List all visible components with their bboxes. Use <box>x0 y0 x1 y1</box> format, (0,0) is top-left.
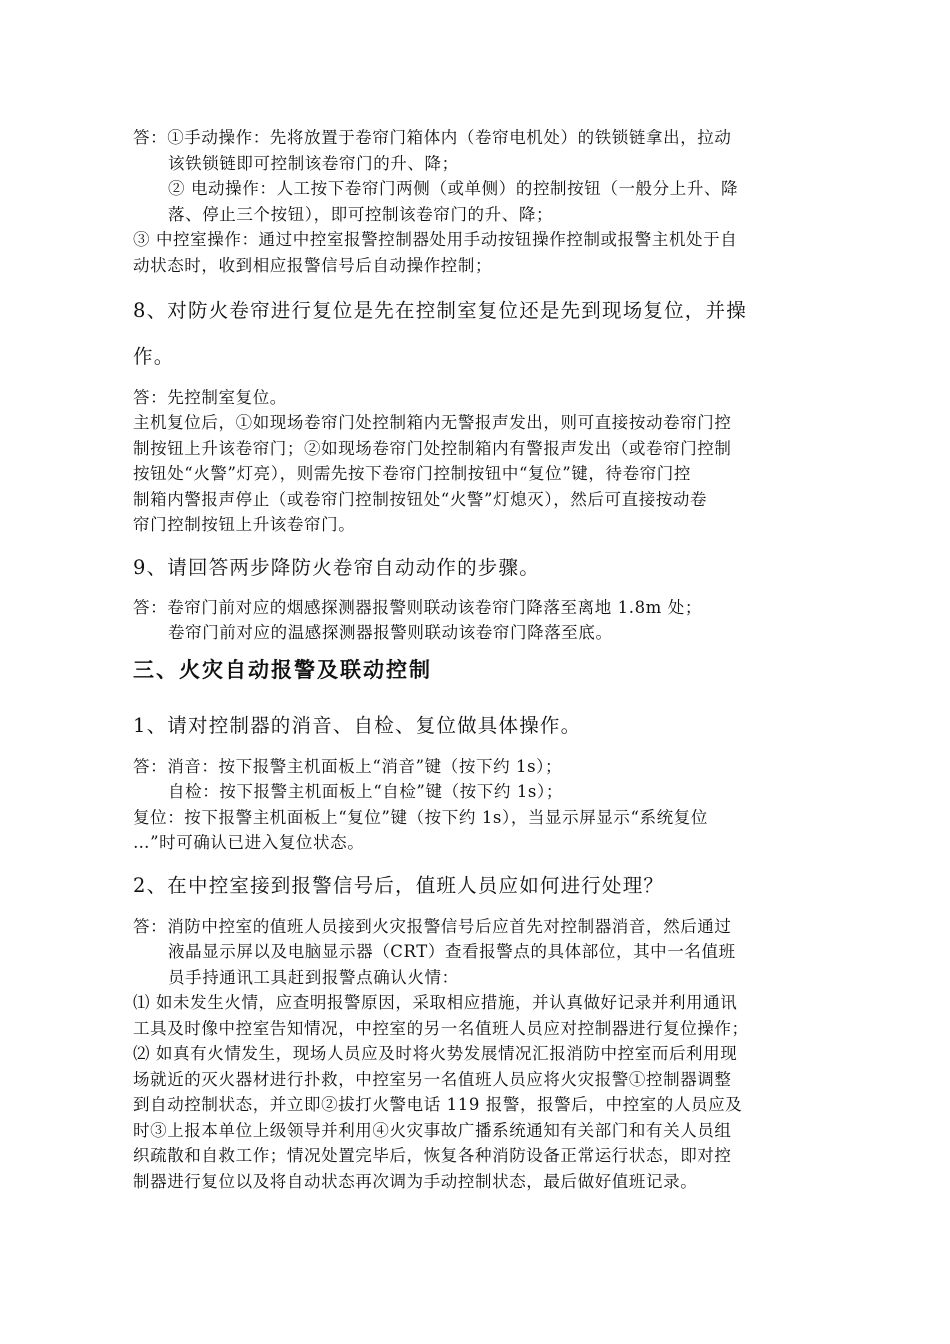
answer-line: ② 电动操作：人工按下卷帘门两侧（或单侧）的控制按钮（一般分上升、降 <box>168 179 739 198</box>
answer-line: 制器进行复位以及将自动状态再次调为手动控制状态，最后做好值班记录。 <box>133 1172 698 1191</box>
answer-line: 答：先控制室复位。 <box>133 388 287 407</box>
answer-line: 到自动控制状态，并立即②拔打火警电话 119 报警，报警后，中控室的人员应及 <box>133 1095 743 1114</box>
answer-line: 主机复位后，①如现场卷帘门处控制箱内无警报声发出，则可直接按动卷帘门控 <box>133 413 732 432</box>
question-8-continued: 作。 <box>133 345 175 368</box>
answer-line: 液晶显示屏以及电脑显示器（CRT）查看报警点的具体部位，其中一名值班 <box>168 942 736 961</box>
answer-line: 答：消防中控室的值班人员接到火灾报警信号后应首先对控制器消音，然后通过 <box>133 917 732 936</box>
answer-line: 该铁锁链即可控制该卷帘门的升、降； <box>168 154 459 173</box>
answer-line: 卷帘门前对应的温感探测器报警则联动该卷帘门降落至底。 <box>168 623 613 642</box>
answer-line: 动状态时，收到相应报警信号后自动操作控制； <box>133 256 493 275</box>
section-heading: 三、火灾自动报警及联动控制 <box>133 658 432 682</box>
question-1: 1、请对控制器的消音、自检、复位做具体操作。 <box>133 714 582 737</box>
answer-line: 场就近的灭火器材进行扑救，中控室另一名值班人员应将火灾报警①控制器调整 <box>133 1070 732 1089</box>
question-9: 9、请回答两步降防火卷帘自动动作的步骤。 <box>133 556 540 579</box>
answer-line: 按钮处“火警”灯亮），则需先按下卷帘门控制按钮中“复位”键，待卷帘门控 <box>133 464 691 483</box>
answer-line: ⑴ 如未发生火情，应查明报警原因，采取相应措施，并认真做好记录并利用通讯 <box>133 993 738 1012</box>
answer-line: 答：消音：按下报警主机面板上“消音”键（按下约 1s）； <box>133 757 563 776</box>
answer-line: 落、停止三个按钮），即可控制该卷帘门的升、降； <box>168 205 554 224</box>
answer-line: ⑵ 如真有火情发生，现场人员应及时将火势发展情况汇报消防中控室而后利用现 <box>133 1044 738 1063</box>
answer-line: ③ 中控室操作：通过中控室报警控制器处用手动按钮操作控制或报警主机处于自 <box>133 230 738 249</box>
answer-line: 答：①手动操作：先将放置于卷帘门箱体内（卷帘电机处）的铁锁链拿出，拉动 <box>133 128 732 147</box>
answer-line: 答：卷帘门前对应的烟感探测器报警则联动该卷帘门降落至离地 1.8m 处； <box>133 598 702 617</box>
answer-line: 织疏散和自救工作；情况处置完毕后，恢复各种消防设备正常运行状态，即对控 <box>133 1146 732 1165</box>
answer-line: 员手持通讯工具赶到报警点确认火情： <box>168 968 459 987</box>
answer-line: 制按钮上升该卷帘门；②如现场卷帘门处控制箱内有警报声发出（或卷帘门控制 <box>133 439 732 458</box>
answer-line: 自检：按下报警主机面板上“自检”键（按下约 1s）； <box>168 782 563 801</box>
question-2: 2、在中控室接到报警信号后，值班人员应如何进行处理？ <box>133 874 665 897</box>
question-8: 8、对防火卷帘进行复位是先在控制室复位还是先到现场复位，并操 <box>133 299 747 322</box>
answer-line: 工具及时像中控室告知情况，中控室的另一名值班人员应对控制器进行复位操作； <box>133 1019 749 1038</box>
answer-line: 时③上报本单位上级领导并利用④火灾事故广播系统通知有关部门和有关人员组 <box>133 1121 732 1140</box>
answer-line: 复位：按下报警主机面板上“复位”键（按下约 1s），当显示屏显示“系统复位 <box>133 808 708 827</box>
answer-line: …”时可确认已进入复位状态。 <box>133 833 365 852</box>
answer-line: 帘门控制按钮上升该卷帘门。 <box>133 515 356 534</box>
answer-line: 制箱内警报声停止（或卷帘门控制按钮处“火警”灯熄灭），然后可直接按动卷 <box>133 490 708 509</box>
